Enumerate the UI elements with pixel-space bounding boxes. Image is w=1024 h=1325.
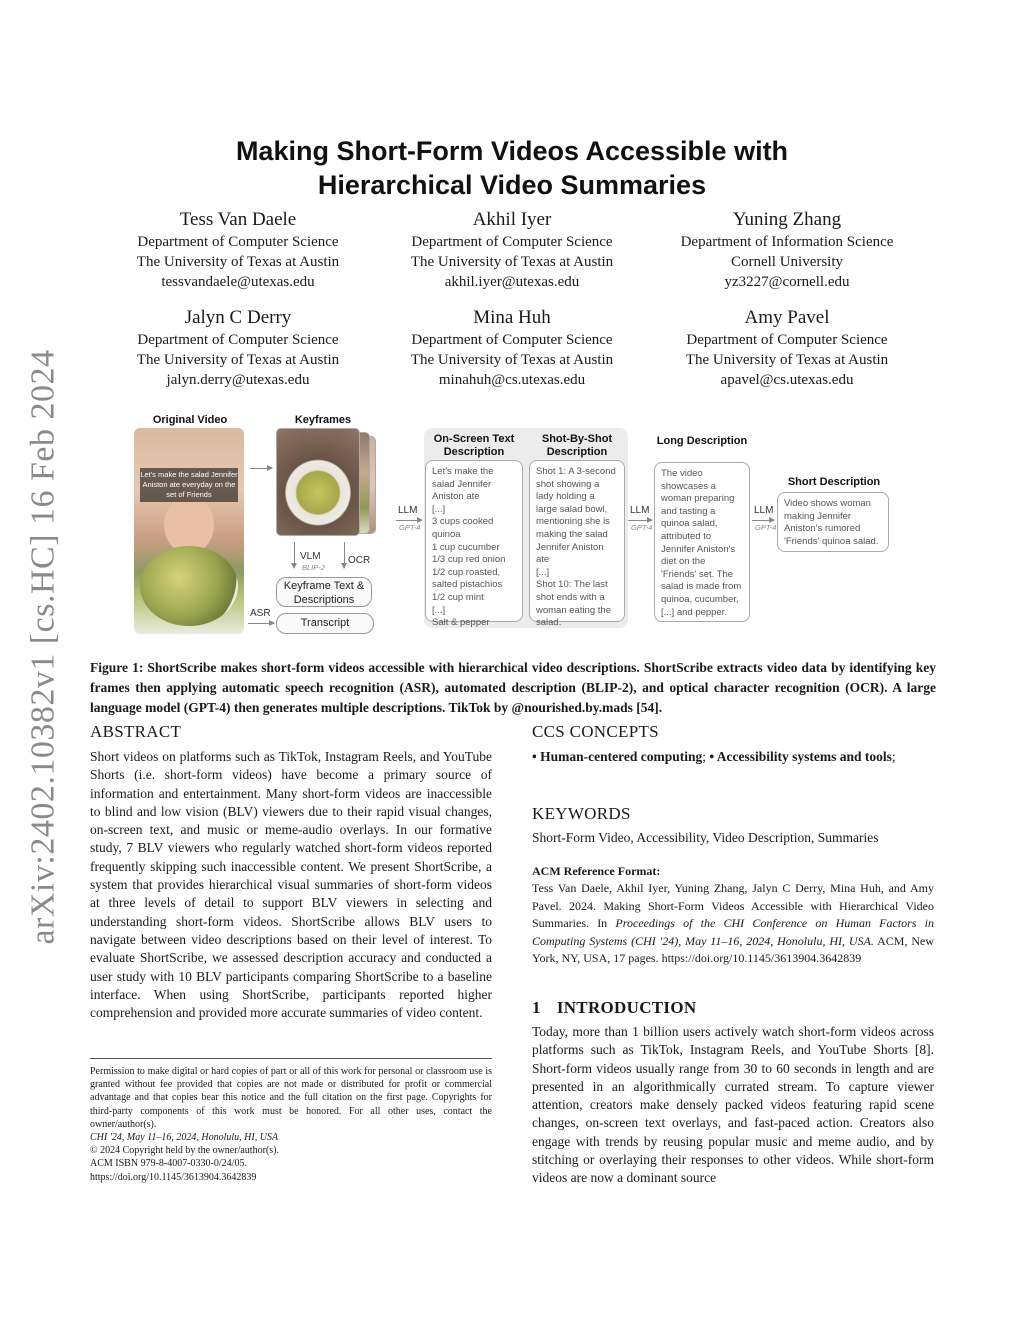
vlm-label: VLM	[300, 551, 321, 562]
author-name: Tess Van Daele	[179, 209, 297, 230]
intro-text: Today, more than 1 billion users actively watch short-form videos across platforms such as TikTok, Instagram Reels, and YouTube Shorts [8]. Short-form videos usually range from 30 to 60 seconds in length and are presented in an algorithmically currated stream. To capture viewer attention, creators make densely packed videos featuring rapid scene changes, on-screen text overlays, and fast-paced action. Creators also engage with trends by reusing popular music and meme audio, and by stitching or overlaying their responses to other videos. While short-form videos are now a dominant source	[532, 1024, 934, 1186]
llm-label-3: LLM	[754, 505, 774, 516]
gpt-label-1: GPT-4	[399, 523, 421, 532]
author-univ: The University of Texas at Austin	[410, 352, 614, 368]
keyframe-text-box: Keyframe Text & Descriptions	[276, 577, 372, 607]
acm-ref-heading: ACM Reference Format:	[532, 864, 661, 878]
vlm-arrow	[294, 542, 295, 568]
original-video-frame	[134, 428, 244, 634]
arrow-to-keyframes	[250, 468, 272, 469]
author-univ: The University of Texas at Austin	[685, 352, 889, 368]
asr-arrow	[248, 623, 274, 624]
shot-label: Shot-By-Shot Description	[541, 433, 613, 458]
short-label: Short Description	[787, 476, 881, 488]
gpt-label-3: GPT-4	[755, 523, 777, 532]
keyframe-front	[276, 428, 360, 536]
author-name: Jalyn C Derry	[184, 307, 292, 328]
author-name: Yuning Zhang	[732, 209, 842, 230]
ccs-concepts: • Human-centered computing; • Accessibility systems and tools;	[532, 749, 896, 764]
ocr-label: OCR	[348, 555, 371, 566]
author-dept: Department of Computer Science	[137, 332, 339, 348]
ccs-item: Human-centered computing	[540, 749, 703, 764]
original-video-label: Original Video	[152, 414, 228, 426]
author-univ: Cornell University	[730, 254, 844, 270]
acm-ref-authors: Tess Van Daele, Akhil Iyer, Yuning Zhang, Jalyn C Derry, Mina Huh, and Amy Pavel. 2024. Making Short-Form Videos Accessible with Hierarchical Video Summaries. In	[532, 881, 934, 931]
author-email[interactable]: tessvandaele@utexas.edu	[161, 274, 315, 290]
author-name: Mina Huh	[473, 307, 551, 328]
acm-ref-proceedings: Proceedings of the CHI Conference on Human Factors in Computing Systems (CHI '24), May 11–16, 2024, Honolulu, HI, USA.	[532, 916, 935, 948]
acm-ref-tail: ACM, New York, NY, USA, 17 pages. https://doi.org/10.1145/3613904.3642839	[532, 933, 935, 966]
ocr-arrow	[344, 542, 345, 568]
author-email[interactable]: jalyn.derry@utexas.edu	[166, 372, 310, 388]
video-text-overlay: Let's make the salad Jennifer Aniston ate everyday on the set of Friends	[140, 468, 238, 502]
author-dept: Department of Computer Science	[411, 332, 613, 348]
title-line-2: Hierarchical Video Summaries	[317, 170, 707, 200]
author-block	[642, 306, 932, 390]
figure-1	[132, 412, 902, 637]
llm-arrow-3	[752, 520, 774, 521]
author-block	[642, 208, 932, 292]
salad-bowl	[140, 546, 238, 626]
author-block	[367, 208, 657, 292]
permission-notice: Permission to make digital or hard copies of part or all of this work for personal or classroom use is granted without fee provided that copies are not made or distributed for profit or commercial advantage and that copies bear this notice and the full citation on the first page. Copyrights for third-party components of this work must be honored. For all other uses, contact the owner/author(s).	[90, 1066, 492, 1130]
author-dept: Department of Computer Science	[686, 332, 888, 348]
author-block	[93, 306, 383, 390]
gpt-label-2: GPT-4	[631, 523, 653, 532]
shot-description-card: Shot 1: A 3-second shot showing a lady holding a large salad bowl, mentioning she is making the salad Jennifer Aniston ate [...] Shot 10: The last shot ends with a woman eating the salad.	[529, 460, 625, 622]
keywords: Short-Form Video, Accessibility, Video Description, Summaries	[532, 830, 879, 845]
keywords-heading: KEYWORDS	[532, 804, 631, 823]
arxiv-stamp: arXiv:2402.10382v1 [cs.HC] 16 Feb 2024	[25, 349, 62, 945]
llm-arrow-2	[628, 520, 652, 521]
section-number: 1	[532, 998, 541, 1017]
doi-link[interactable]: https://doi.org/10.1145/3613904.3642839	[90, 1171, 257, 1183]
author-block	[367, 306, 657, 390]
author-block	[93, 208, 383, 292]
short-description-card: Video shows woman making Jennifer Aniston's rumored 'Friends' quinoa salad.	[777, 492, 889, 552]
intro-heading	[532, 998, 696, 1018]
figure-caption: Figure 1: ShortScribe makes short-form videos accessible with hierarchical video descriptions. ShortScribe extracts video data by identifying key frames then applying automatic speech recognition (ASR), automated description (BLIP-2), and optical character recognition (OCR). A large language model (GPT-4) then generates multiple descriptions. TikTok by @nourished.by.mads [54].	[90, 660, 936, 715]
abstract-heading: ABSTRACT	[90, 722, 182, 741]
llm-label-1: LLM	[398, 505, 418, 516]
author-name: Akhil Iyer	[472, 209, 552, 230]
transcript-box: Transcript	[276, 613, 374, 634]
keyframes-label: Keyframes	[294, 414, 352, 426]
long-description-card: The video showcases a woman preparing and tasting a quinoa salad, attributed to Jennifer Aniston's diet on the 'Friends' set. The salad is made from quinoa, cucumber, [...] and pepper.	[654, 462, 750, 622]
author-email[interactable]: apavel@cs.utexas.edu	[720, 372, 854, 388]
ccs-item: Accessibility systems and tools	[716, 749, 892, 764]
author-dept: Department of Computer Science	[411, 234, 613, 250]
footnote	[90, 1058, 492, 1184]
abstract-text: Short videos on platforms such as TikTok, Instagram Reels, and YouTube Shorts (i.e. short-form videos) have become a primary source of information and entertainment. Many short-form videos are inaccessible to blind and low vision (BLV) viewers due to their rapid visual changes, on-screen text, and music or meme-audio overlays. In our formative study, 7 BLV viewers who regularly watched short-form videos reported frequently skipping such inaccessible content. We present ShortScribe, a system that provides hierarchical visual summaries of short-form videos at three levels of detail to support BLV viewers in selecting and understanding short-form videos. ShortScribe allows BLV users to navigate between video descriptions based on their level of interest. To evaluate ShortScribe, we assessed description accuracy and conducted a user study with 10 BLV participants comparing ShortScribe to a baseline interface. When using ShortScribe, participants reported higher comprehension and provided more accurate summaries of video content.	[90, 749, 492, 1021]
author-email[interactable]: akhil.iyer@utexas.edu	[444, 274, 580, 290]
section-title: INTRODUCTION	[556, 998, 697, 1017]
onscreen-text-card: Let's make the salad Jennifer Aniston ate [...] 3 cups cooked quinoa 1 cup cucumber 1/3 cup red onion 1/2 cup roasted, salted pistachios 1/2 cup mint [...] Salt & pepper	[425, 460, 523, 622]
onscreen-label: On-Screen Text Description	[433, 433, 515, 458]
author-dept: Department of Computer Science	[137, 234, 339, 250]
copyright: © 2024 Copyright held by the owner/author(s).	[90, 1145, 279, 1157]
author-name: Amy Pavel	[744, 307, 830, 328]
author-dept: Department of Information Science	[680, 234, 894, 250]
author-email[interactable]: minahuh@cs.utexas.edu	[438, 372, 586, 388]
venue: CHI '24, May 11–16, 2024, Honolulu, HI, USA	[90, 1132, 279, 1144]
author-univ: The University of Texas at Austin	[136, 352, 340, 368]
long-label: Long Description	[656, 435, 748, 447]
paper-title	[120, 134, 904, 202]
title-line-1: Making Short-Form Videos Accessible with	[235, 136, 789, 166]
acm-reference	[532, 880, 934, 968]
ccs-heading: CCS CONCEPTS	[532, 722, 659, 741]
author-univ: The University of Texas at Austin	[410, 254, 614, 270]
asr-label: ASR	[250, 608, 271, 619]
author-email[interactable]: yz3227@cornell.edu	[724, 274, 850, 290]
llm-arrow-1	[396, 520, 422, 521]
blip-label: BLIP-2	[302, 563, 325, 572]
llm-label-2: LLM	[630, 505, 650, 516]
author-univ: The University of Texas at Austin	[136, 254, 340, 270]
isbn: ACM ISBN 979-8-4007-0330-0/24/05.	[90, 1158, 247, 1170]
